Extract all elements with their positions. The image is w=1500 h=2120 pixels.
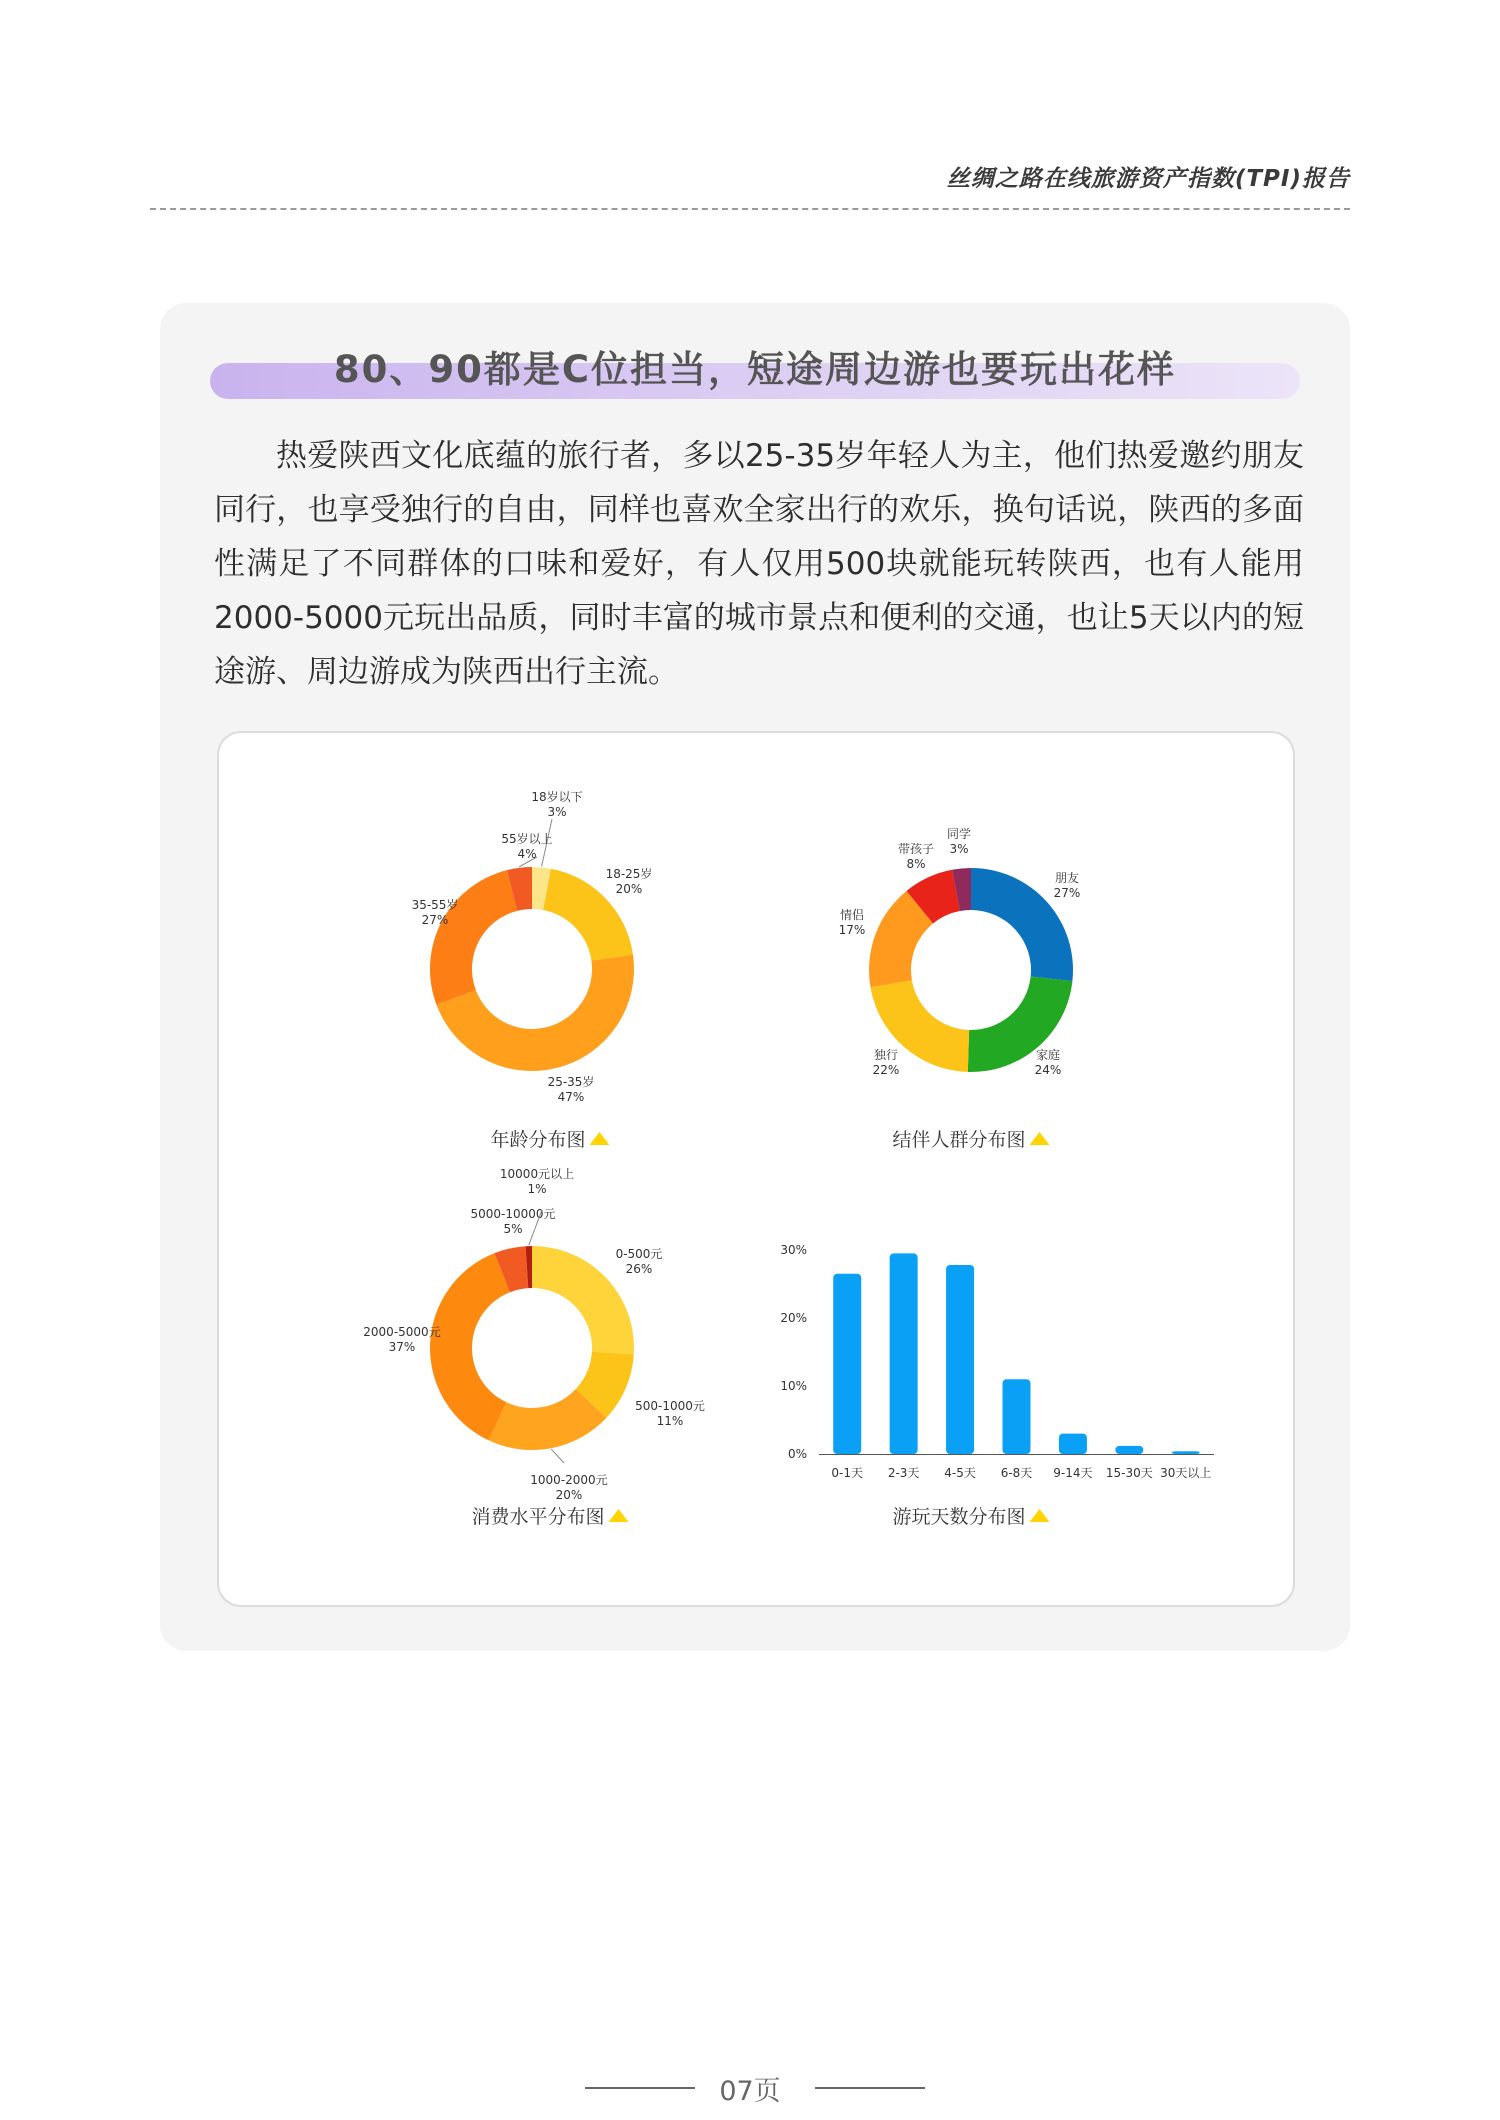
days-x-tick: 15-30天: [1105, 1466, 1153, 1480]
spend-slice-value: 1%: [527, 1182, 547, 1196]
days-y-tick: 0%: [787, 1447, 807, 1461]
companion-slice-value: 24%: [1034, 1063, 1062, 1077]
age-slice-value: 47%: [557, 1090, 585, 1104]
header-divider: [150, 208, 1350, 210]
companion-slice-label: 带孩子: [897, 842, 935, 856]
age-slice-value: 27%: [421, 913, 449, 927]
spend-slice-label: 10000元以上: [499, 1167, 575, 1181]
page-number: 07页: [719, 2076, 781, 2107]
days-bar: [890, 1253, 918, 1454]
section-paragraph: 热爱陕西文化底蕴的旅行者，多以25-35岁年轻人为主，他们热爱邀约朋友同行，也享受独行的自由，同样也喜欢全家出行的欢乐，换句话说，陕西的多面性满足了不同群体的口味和爱好，有人仅用500块就能玩转陕西，也有人能用2000-5000元玩出品质，同时丰富的城市景点和便利的交通，也让5天以内的短途游、周边游成为陕西出行主流。: [214, 438, 1304, 690]
companion-slice-label: 同学: [946, 827, 972, 841]
age-chart-title: 年龄分布图: [490, 1129, 586, 1151]
days-x-tick: 30天以上: [1160, 1466, 1212, 1480]
spend-leader-line: [551, 1449, 564, 1463]
section-title: 80、90都是C位担当，短途周边游也要玩出花样: [333, 348, 1177, 391]
age-slice-value: 3%: [547, 805, 567, 819]
companion-slice-value: 22%: [872, 1063, 900, 1077]
report-header-title: 丝绸之路在线旅游资产指数(TPI)报告: [946, 166, 1350, 192]
age-slice-label: 18-25岁: [605, 867, 653, 881]
companion-slice-label: 独行: [873, 1048, 899, 1062]
age-slice: [430, 870, 517, 1005]
days-chart-title: 游玩天数分布图: [892, 1506, 1026, 1528]
footer-line-right: [815, 2087, 925, 2089]
spend-slice-label: 0-500元: [615, 1247, 663, 1261]
spend-slice-label: 2000-5000元: [363, 1325, 441, 1339]
days-y-tick: 10%: [780, 1379, 807, 1393]
age-slice-label: 25-35岁: [547, 1075, 595, 1089]
days-bar: [1003, 1379, 1031, 1454]
title-marker-icon: [1030, 1509, 1050, 1522]
spend-slice: [532, 1246, 634, 1354]
spend-slice-value: 26%: [625, 1262, 653, 1276]
days-x-tick: 2-3天: [887, 1466, 920, 1480]
spend-slice-value: 5%: [503, 1222, 523, 1236]
spend-slice-value: 11%: [656, 1414, 684, 1428]
days-bar: [946, 1265, 974, 1454]
title-marker-icon: [590, 1132, 610, 1145]
spend-slice-label: 1000-2000元: [530, 1473, 608, 1487]
days-y-tick: 20%: [780, 1311, 807, 1325]
spend-slice: [430, 1253, 510, 1440]
age-slice-label: 35-55岁: [411, 898, 459, 912]
content-card: [160, 303, 1350, 1651]
days-bar: [1115, 1446, 1143, 1454]
companion-slice-value: 27%: [1053, 886, 1081, 900]
days-y-tick: 30%: [780, 1243, 807, 1257]
days-bar: [833, 1274, 861, 1454]
spend-slice-value: 37%: [388, 1340, 416, 1354]
age-slice-label: 55岁以上: [501, 832, 553, 846]
days-x-tick: 9-14天: [1053, 1466, 1093, 1480]
charts-svg: [219, 733, 1293, 1605]
days-bar: [1059, 1434, 1087, 1454]
spend-slice-value: 20%: [555, 1488, 583, 1502]
spend-slice-label: 5000-10000元: [470, 1207, 556, 1221]
companion-slice-label: 情侣: [839, 908, 865, 922]
spend-chart-title: 消费水平分布图: [471, 1506, 605, 1528]
days-bar: [1172, 1451, 1200, 1454]
age-slice-label: 18岁以下: [531, 790, 583, 804]
days-x-tick: 0-1天: [831, 1466, 864, 1480]
age-slice-value: 20%: [615, 882, 643, 896]
chart-panel: [217, 731, 1295, 1607]
companion-slice-label: 朋友: [1054, 871, 1080, 885]
companion-slice-value: 8%: [906, 857, 926, 871]
days-x-tick: 6-8天: [1000, 1466, 1033, 1480]
title-marker-icon: [609, 1509, 629, 1522]
age-slice-value: 4%: [517, 847, 537, 861]
companion-slice-label: 家庭: [1035, 1048, 1061, 1062]
companion-chart-title: 结伴人群分布图: [892, 1129, 1026, 1151]
days-x-tick: 4-5天: [944, 1466, 976, 1480]
title-marker-icon: [1030, 1132, 1050, 1145]
spend-slice-label: 500-1000元: [635, 1399, 705, 1413]
companion-slice-value: 17%: [838, 923, 866, 937]
companion-slice-value: 3%: [949, 842, 969, 856]
